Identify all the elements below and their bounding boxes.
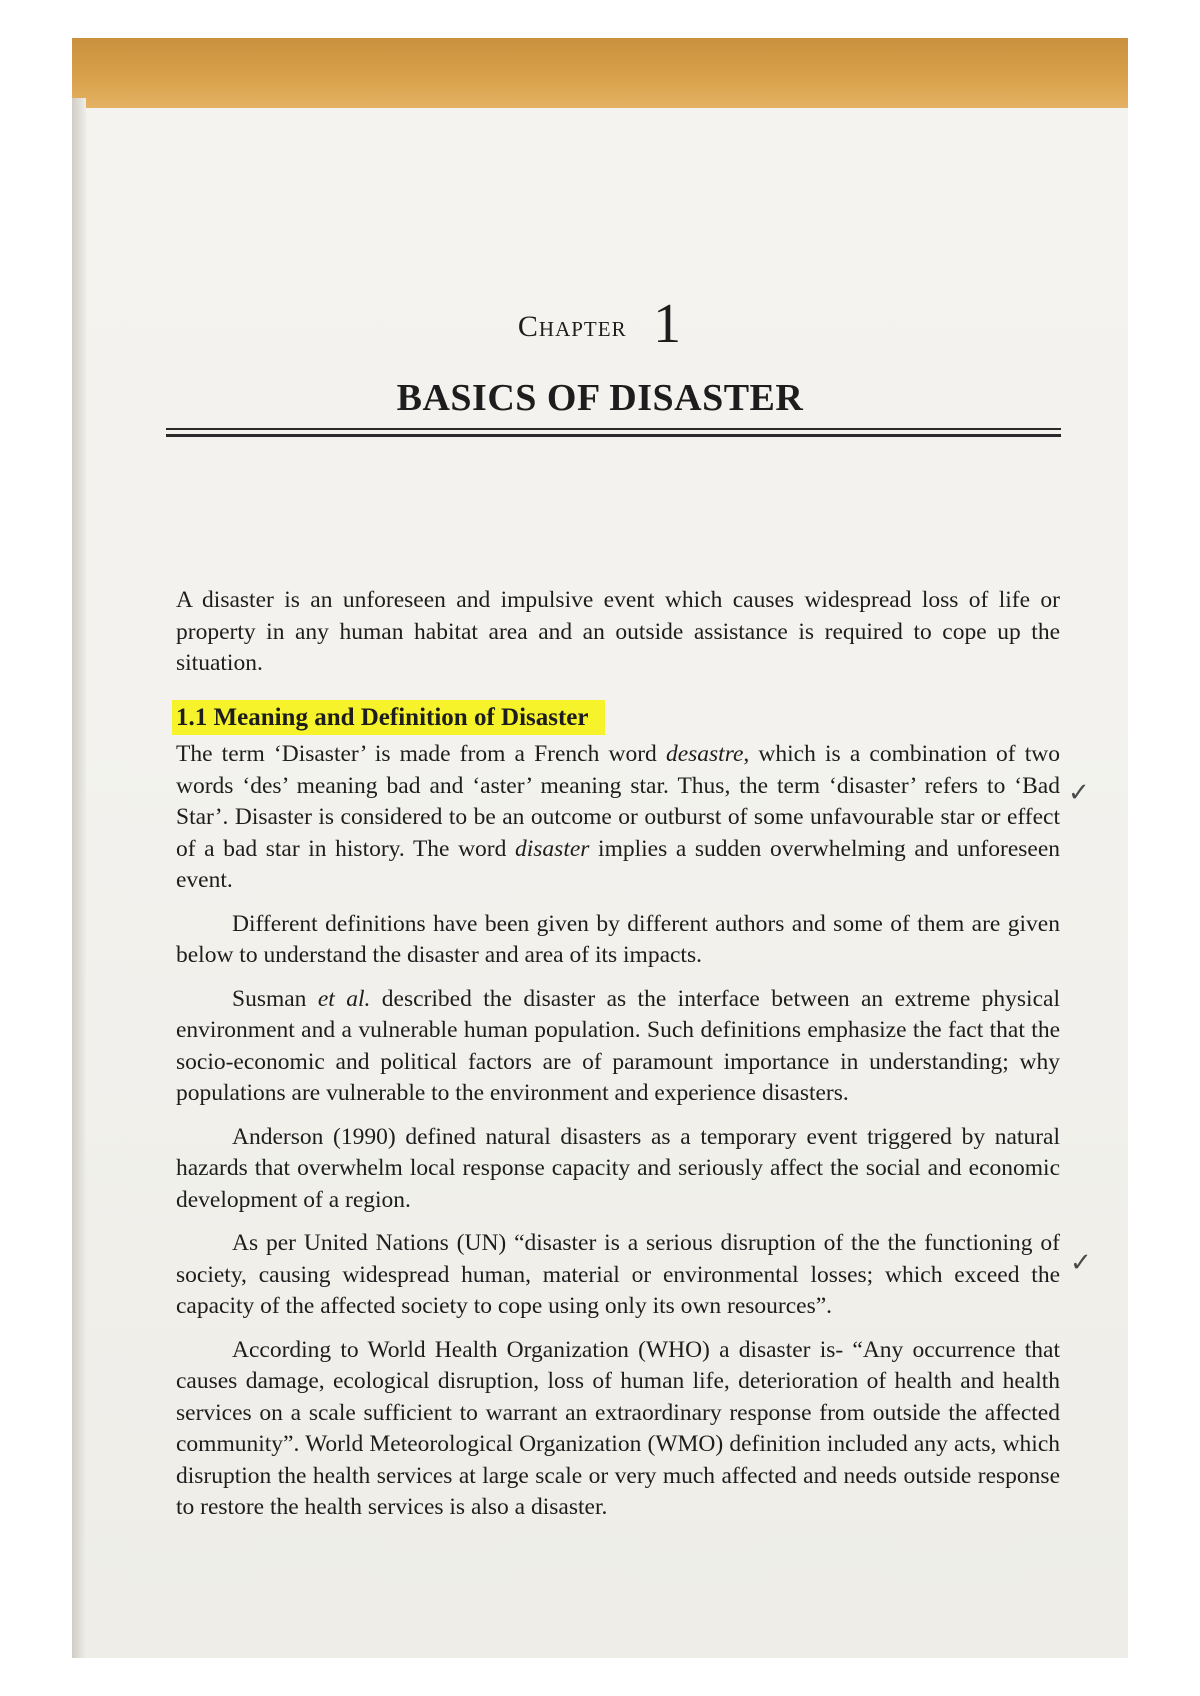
title-rule-bottom xyxy=(166,434,1061,437)
paragraph-definitions: Different definitions have been given by different authors and some of them are given below to understand the disaster and area of its impacts. xyxy=(176,910,1060,968)
chapter-number: 1 xyxy=(653,293,683,355)
paragraph-un: As per United Nations (UN) “disaster is a serious disruption of the the functioning of society, causing widespread human, material or environmental losses; which exceed the capacity of the affected society to cope using only its own resources”. xyxy=(176,1230,1060,1319)
paragraph-term: The term ‘Disaster’ is made from a French word desastre, which is a combination of two words ‘des’ meaning bad and ‘aster’ meaning star. Thus, the term ‘disaster’ refers to ‘Bad Star’. Disaster is considered to be an outcome or outburst of some unfavourable star or effect of a bad star in history. The word disaster implies a sudden overwhelming and unforeseen event. xyxy=(176,741,1061,893)
chapter-label xyxy=(0,292,1200,356)
body-text xyxy=(176,585,1060,1536)
paragraph-who: According to World Health Organization (WHO) a disaster is- “Any occurrence that causes damage, ecological disruption, loss of human life, deterioration of health and health services on a scale sufficient to warrant an extraordinary response from outside the affected community”. World Meteorological Organization (WMO) definition included any acts, which disruption the health services at large scale or very much affected and needs outside response to restore the health services is also a disaster. xyxy=(176,1336,1060,1520)
paragraph-anderson: Anderson (1990) defined natural disasters as a temporary event triggered by natural hazards that overwhelm local response capacity and seriously affect the social and economic development of a region. xyxy=(176,1123,1060,1213)
title-rule-top xyxy=(166,428,1061,430)
pen-tick-icon-2: ✓ xyxy=(1070,1248,1092,1278)
intro-paragraph: A disaster is an unforeseen and impulsive event which causes widespread loss of life or property in any human habitat area and an outside assistance is required to cope up the situation. xyxy=(176,587,1060,676)
paragraph-susman: Susman et al. described the disaster as the interface between an extreme physical environment and a vulnerable human population. Such definitions emphasize the fact that the socio-economic and political factors are of paramount importance in understanding; why populations are vulnerable to the environment and experience disasters. xyxy=(176,985,1060,1106)
pen-tick-icon: ✓ xyxy=(1068,778,1090,808)
wooden-table-edge xyxy=(72,38,1128,108)
chapter-word: Chapter xyxy=(517,310,627,343)
chapter-title: BASICS OF DISASTER xyxy=(396,377,804,419)
section-heading: 1.1 Meaning and Definition of Disaster xyxy=(172,700,605,736)
